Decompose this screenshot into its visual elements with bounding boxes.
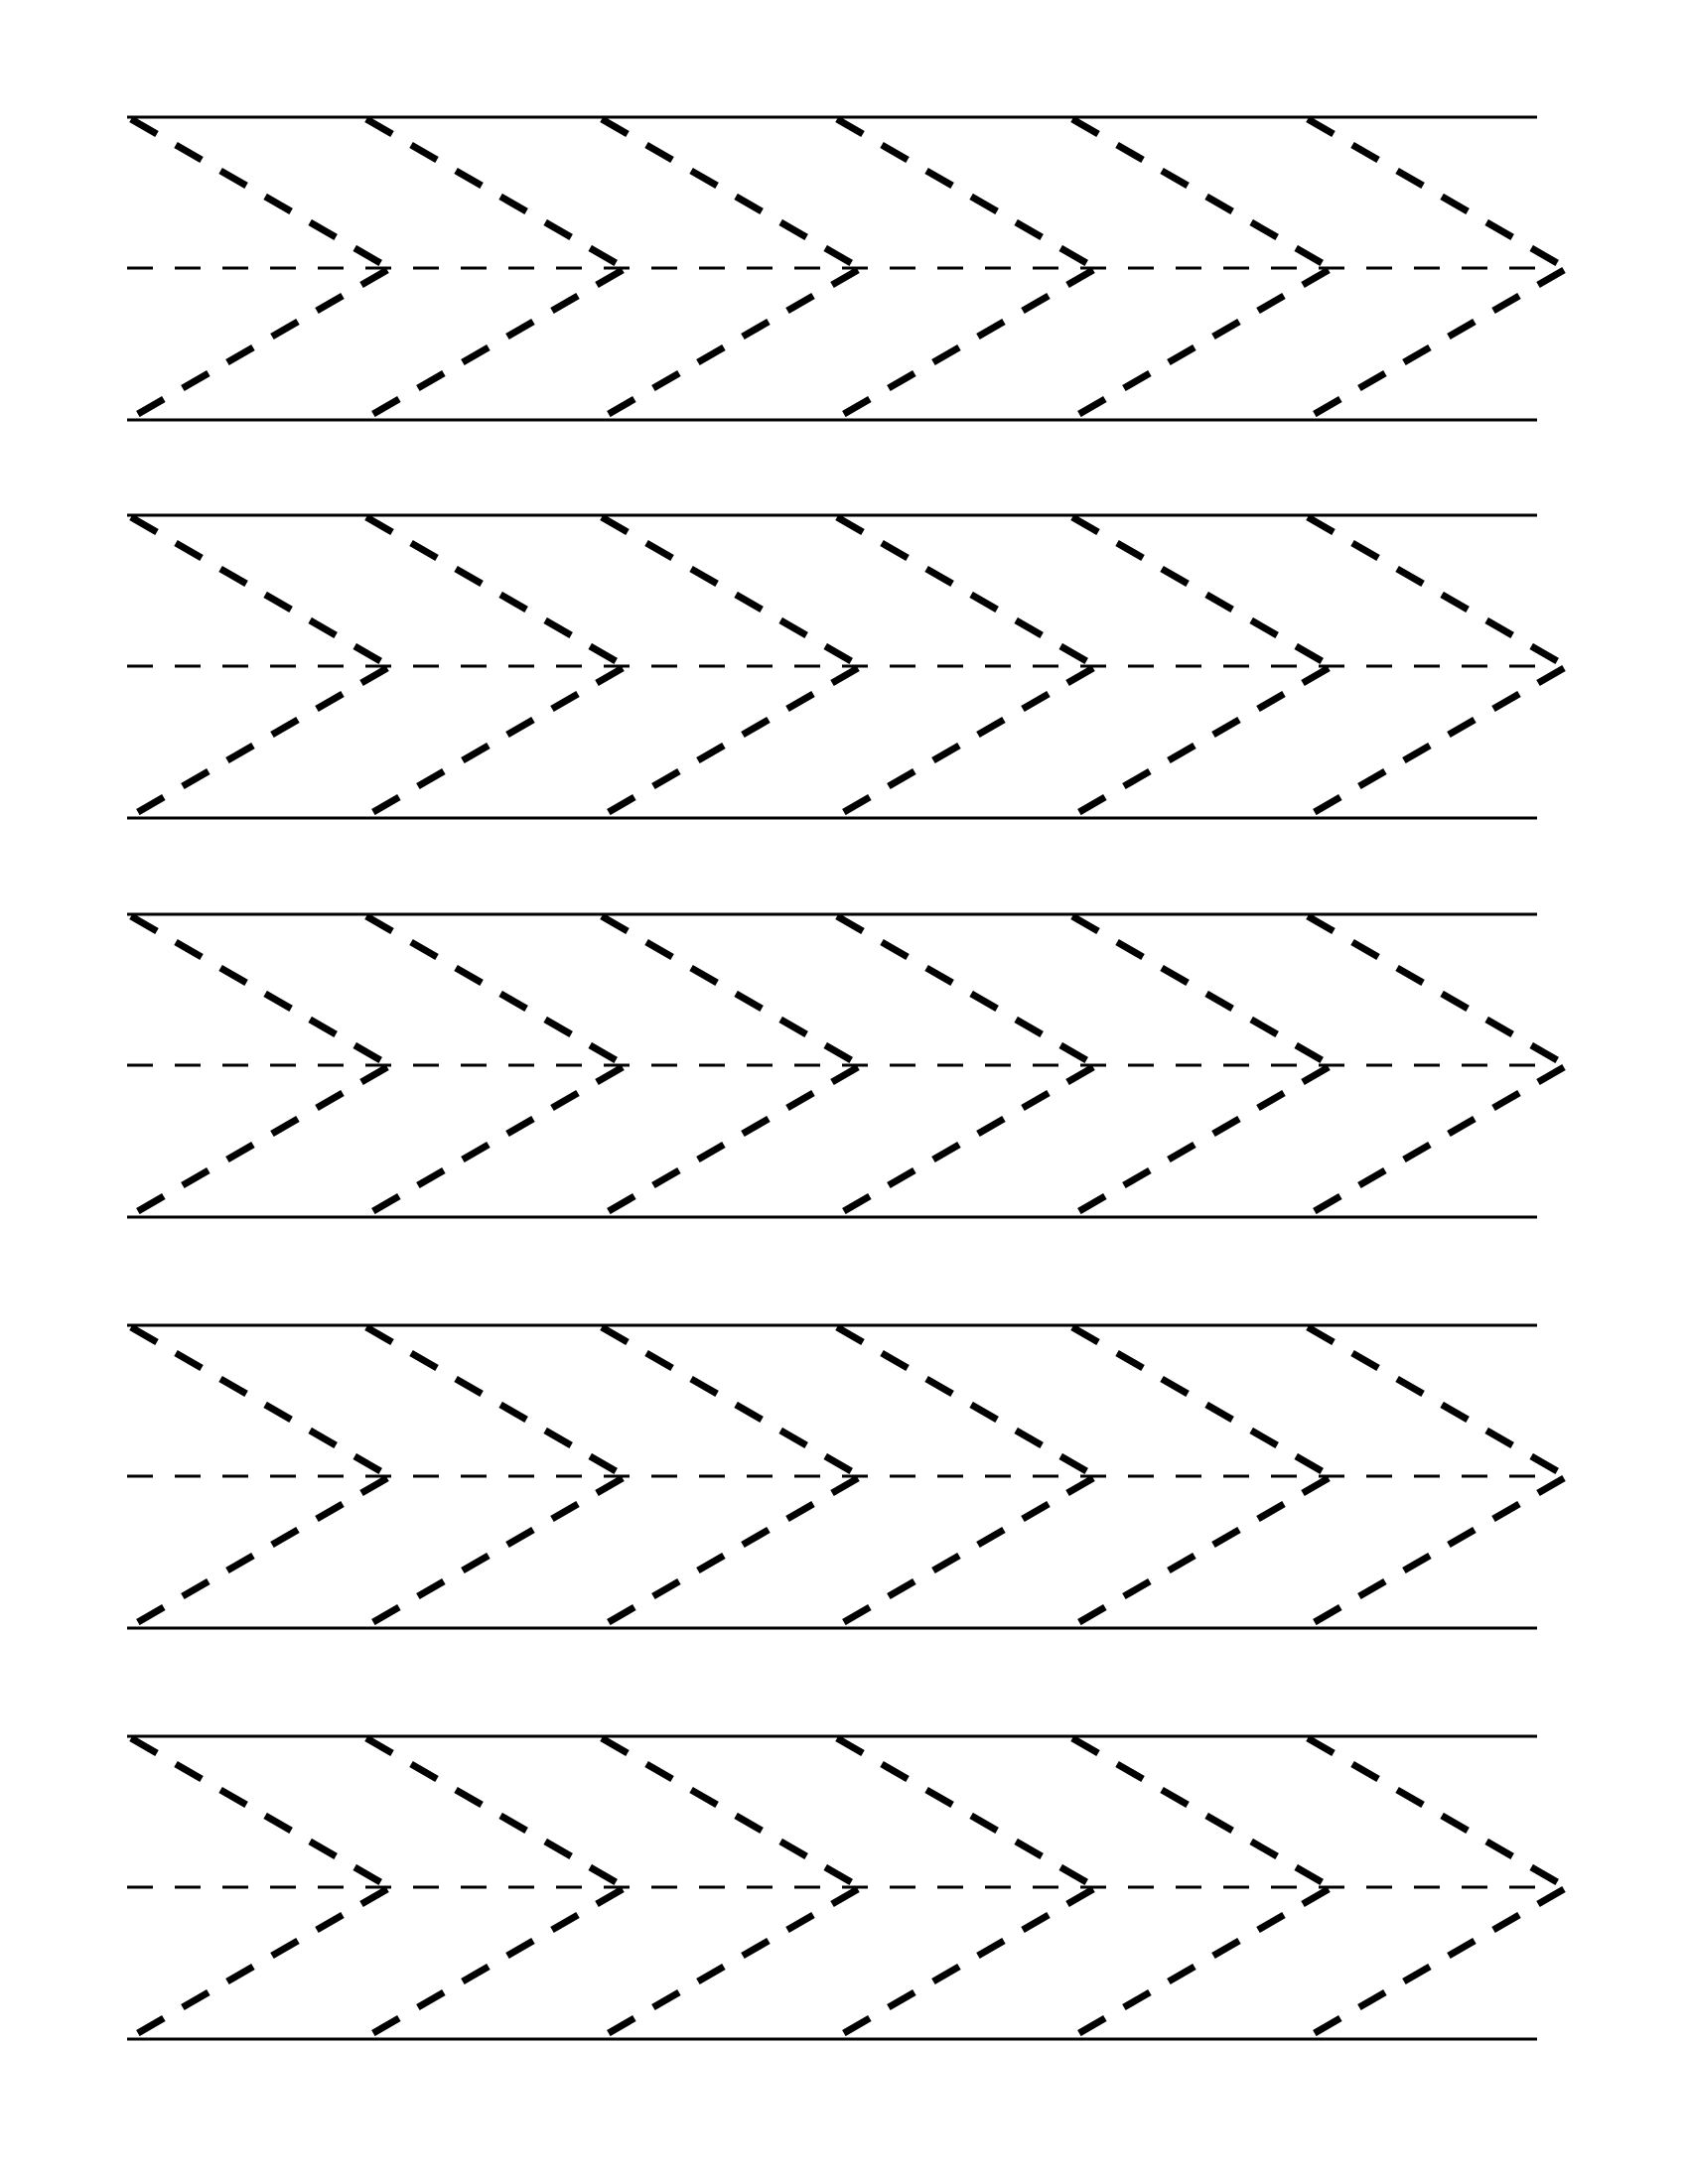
glyph-stroke [131, 517, 389, 666]
glyph-stroke [837, 270, 1093, 418]
glyph-stroke [837, 1738, 1095, 1887]
glyph-stroke [602, 1889, 858, 2037]
glyph-stroke [602, 1327, 860, 1476]
tracing-glyph-k [131, 517, 389, 816]
glyph-stroke [837, 1889, 1093, 2037]
glyph-stroke [1308, 119, 1566, 268]
tracing-glyph-k [366, 1738, 625, 2037]
glyph-stroke [366, 1889, 623, 2037]
glyph-stroke [1072, 119, 1331, 268]
glyph-stroke [131, 119, 389, 268]
glyph-stroke [131, 668, 387, 816]
glyph-stroke [602, 1478, 858, 1626]
tracing-glyph-k [602, 517, 860, 816]
glyph-stroke [131, 1067, 387, 1215]
glyph-stroke [602, 119, 860, 268]
tracing-glyph-k [131, 1327, 389, 1626]
glyph-stroke [837, 1327, 1095, 1476]
glyph-stroke [366, 119, 625, 268]
glyph-stroke [1308, 1478, 1564, 1626]
glyph-stroke [366, 1067, 623, 1215]
tracing-glyph-k [366, 119, 625, 418]
tracing-glyph-k [131, 916, 389, 1215]
glyph-stroke [837, 517, 1095, 666]
glyph-stroke [131, 1889, 387, 2037]
glyph-stroke [837, 916, 1095, 1065]
tracing-row [0, 107, 1688, 450]
glyph-stroke [366, 270, 623, 418]
glyph-stroke [602, 668, 858, 816]
glyph-stroke [131, 1327, 389, 1476]
glyph-stroke [1072, 1327, 1331, 1476]
glyph-stroke [602, 517, 860, 666]
glyph-stroke [366, 1738, 625, 1887]
glyph-stroke [366, 1478, 623, 1626]
glyph-stroke [1308, 916, 1566, 1065]
glyph-stroke [366, 517, 625, 666]
tracing-row [0, 1726, 1688, 2069]
glyph-stroke [1072, 916, 1331, 1065]
glyph-stroke [1072, 270, 1329, 418]
glyph-stroke [1308, 668, 1564, 816]
tracing-glyph-k [366, 1327, 625, 1626]
glyph-stroke [602, 916, 860, 1065]
glyph-stroke [131, 270, 387, 418]
tracing-glyph-k [602, 1327, 860, 1626]
glyph-stroke [837, 1478, 1093, 1626]
glyph-stroke [602, 270, 858, 418]
glyph-stroke [1072, 668, 1329, 816]
glyph-stroke [602, 1067, 858, 1215]
glyph-stroke [1072, 1738, 1331, 1887]
tracing-glyph-k [602, 1738, 860, 2037]
glyph-stroke [131, 1478, 387, 1626]
glyph-stroke [1072, 1067, 1329, 1215]
tracing-glyph-k [602, 916, 860, 1215]
glyph-stroke [602, 1738, 860, 1887]
glyph-stroke [1072, 1478, 1329, 1626]
tracing-row [0, 505, 1688, 848]
tracing-glyph-k [366, 517, 625, 816]
glyph-stroke [366, 668, 623, 816]
glyph-stroke [1308, 1067, 1564, 1215]
glyph-stroke [366, 1327, 625, 1476]
glyph-stroke [131, 916, 389, 1065]
glyph-stroke [1072, 517, 1331, 666]
glyph-stroke [837, 119, 1095, 268]
glyph-stroke [1308, 517, 1566, 666]
glyph-stroke [1072, 1889, 1329, 2037]
glyph-stroke [1308, 1738, 1566, 1887]
glyph-stroke [366, 916, 625, 1065]
tracing-row [0, 904, 1688, 1247]
tracing-row [0, 1315, 1688, 1658]
glyph-stroke [1308, 1889, 1564, 2037]
glyph-stroke [837, 668, 1093, 816]
tracing-glyph-k [366, 916, 625, 1215]
tracing-glyph-k [131, 119, 389, 418]
glyph-stroke [837, 1067, 1093, 1215]
tracing-glyph-k [602, 119, 860, 418]
tracing-glyph-k [131, 1738, 389, 2037]
glyph-stroke [131, 1738, 389, 1887]
glyph-stroke [1308, 270, 1564, 418]
glyph-stroke [1308, 1327, 1566, 1476]
